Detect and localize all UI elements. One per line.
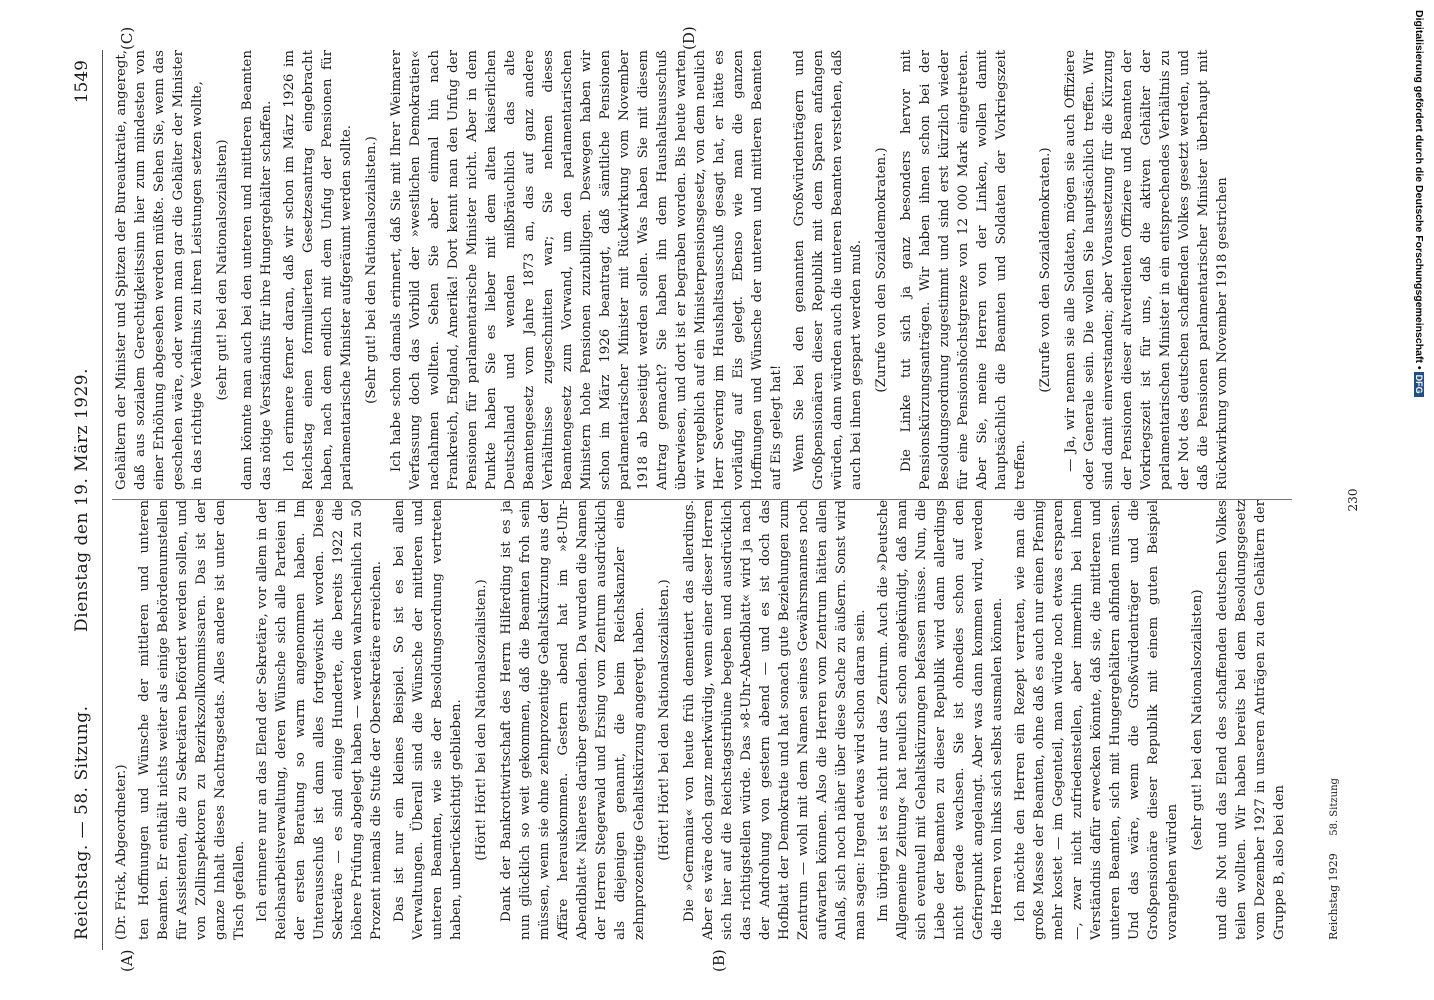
paragraph: (Zurufe von den Sozialdemokraten.) <box>874 147 889 393</box>
header-left: Reichstag. — 58. Sitzung. <box>72 705 92 940</box>
page-footer: 230 <box>1346 488 1360 512</box>
margin-marker-b: (B) <box>710 949 728 972</box>
paragraph: — Ja, wir nennen sie alle Soldaten, mögen sie auch Offiziere oder Generale sein. Die wollen Sie hauptsächlich treffen. Wir sind damit einverstanden; aber Voraussetzung für die Kürzung der Pensionen dieser altverdienten Offiziere und Beamten der Vorkriegszeit ist für uns, daß die aktiven Gehälter der parlamentarischen Minister in ein entsprechendes Verhältnis zu der Not des deutschen schaffenden Volkes gesetzt werden, und daß die Pensionen parlamentarischer Minister überhaupt mit Rückwirkung vom November 1918 gestrichen <box>1063 50 1230 490</box>
paragraph: Dank der Bankrottwirtschaft des Herrn Hilferding ist es ja nun glücklich so weit gekommen, daß die Beamten froh sein müssen, wenn sie ohne zehnprozentige Gehaltskürzung aus der Affäre herauskommen. Gestern abend hat im »8-Uhr-Abendblatt« Näheres darüber gestanden. Da wurden die Namen der Herren Stegerwald und Ersing vom Zentrum ausdrücklich als diejenigen genannt, die beim Reichskanzler eine zehnprozentige Gehaltskürzung angeregt haben. <box>499 500 647 940</box>
rotated-page <box>60 20 1400 980</box>
footer-left <box>1327 778 1340 940</box>
paragraph: Ich möchte den Herren ein Rezept verraten, wie man die große Masse der Beamten, ohne daß es auch nur einen Pfennig mehr kostet — im Gegenteil, man würde noch etwas ersparen —, zwar nicht zufriedenstellen, aber immerhin bei ihnen Verständnis dafür erwecken könnte, daß sie, die mittleren und unteren Beamten, sich mit Hungergehältern abfinden müssen. Und das wäre, wenn die Großwürdenträger und die Großpensionäre dieser Republik mit einem guten Beispiel vorangehen würden <box>1013 500 1180 940</box>
paragraph: Die »Germania« von heute früh dementiert das allerdings. Aber es wäre doch ganz merkwürdig, wenn einer dieser Herren sich hier auf die Reichstagstribüne begeben und ausdrücklich das richtigstellen würde. Das »8-Uhr-Abendblatt« wird ja nach der Androhung von gestern abend — und es ist doch das Hofblatt der Demokratie und hat sonach gute Beziehungen zum Zentrum — wohl mit dem Namen seines Gewährsmannes noch aufwarten können. Also die Herren vom Zentrum hätten allen Anlaß, sich noch näher über diese Sache zu äußern. Sonst wird man sagen: Irgend etwas wird schon daran sein. <box>682 500 868 940</box>
paragraph: (Sehr gut! bei den Nationalsozialisten.) <box>364 136 379 404</box>
paragraph: Ich habe schon damals erinnert, daß Sie mit Ihrer Weimarer Verfassung doch das Vorbild der »westlichen Demokratien« nachahmen wollten. Sehen Sie aber einmal hin nach Frankreich, England, Amerika! Dort kennt man den Unfug der Pensionen für parlamentarische Minister nicht. Aber in dem Punkte haben Sie es lieber mit dem alten kaiserlichen Deutschland und wenden mißbräuchlich das alte Beamtengesetz vom Jahre 1873 an, das auf ganz andere Verhältnisse zugeschnitten war; Sie nehmen dieses Beamtengesetz zum Vorwand, um den parlamentarischen Ministern hohe Pensionen zuzubilligen. Deswegen haben wir schon im März 1926 beantragt, daß sämtliche Pensionen parlamentarischer Minister mit Rückwirkung vom November 1918 ab beseitigt werden sollen. Was haben Sie mit diesem Antrag gemacht? Sie haben ihn dem Haushaltsausschuß überwiesen, und dort ist er begraben worden. Bis heute warten wir vergeblich auf ein Ministerpensionsgesetz, von dem neulich Herr Severing im Haushaltsausschuß gesagt hat, er hätte es vorläufig auf Eis gelegt. Ebenso wie man die ganzen Hoffnungen und Wünsche der unteren und mittleren Beamten auf Eis gelegt hat! <box>389 50 784 490</box>
paragraph: Im übrigen ist es nicht nur das Zentrum. Auch die »Deutsche Allgemeine Zeitung« hat neulich schon angekündigt, daß man sich eventuell mit Gehaltskürzungen befassen müsse. Nun, die Liebe der Beamten zu dieser Republik wird dann allerdings nicht gerade wachsen. Sie ist ohnedies schon auf den Gefrierpunkt angelangt. Aber was dann kommen wird, werden die Herren von links sich selbst ausmalen können. <box>876 500 1005 940</box>
column-divider <box>112 499 1292 500</box>
footer-left-small: 58. Sitzung <box>1329 778 1340 836</box>
paragraph: (sehr gut! bei den Nationalsozialisten) <box>1190 589 1205 851</box>
paragraph: (sehr gut! bei den Nationalsozialisten) <box>215 139 230 401</box>
paragraph: Das ist nur ein kleines Beispiel. So ist es bei allen Verwaltungen. Überall sind die Wünsche der mittleren und unteren Beamten, wie sie der Besoldungsordnung vertreten haben, unberücksichtigt geblieben. <box>392 500 464 940</box>
header-rule <box>102 50 103 950</box>
header-date: Dienstag den 19. März 1929. <box>72 368 92 632</box>
margin-marker-a: (A) <box>118 949 136 972</box>
paragraph: und die Not und das Elend des schaffenden deutschen Volkes teilen wollten. Wir haben bereits bei dem Besoldungsgesetz vom Dezember 1927 in unseren Anträgen zu den Gehältern der Gruppe B, also bei den <box>1215 500 1287 940</box>
paragraph: Ich erinnere nur an das Elend der Sekretäre, vor allem in der Reichsarbeitsverwaltung, deren Wünsche sich alle Parteien in der ersten Beratung so warm angenommen haben. Im Unterausschuß ist dann alles fortgewischt worden. Diese Sekretäre — es sind einige Hunderte, die bereits 1922 die höhere Prüfung abgelegt haben — werden wahrscheinlich zu 50 Prozent niemals die Stufe der Obersekretäre erreichen. <box>255 500 384 940</box>
digitization-note <box>1413 10 1425 397</box>
paragraph: Gehältern der Minister und Spitzen der Bureaukratie, angeregt, daß aus sozialem Gerechtigkeitssinn hier zum mindesten von einer Erhöhung abgesehen werden müßte. Sehen Sie, wenn das geschehen wäre, oder wenn man gar die Gehälter der Minister in das richtige Verhältnis zu ihren Leistungen setzen wollte, <box>114 50 205 490</box>
paragraph: ten Hoffnungen und Wünsche der mittleren und unteren Beamten. Er enthält nichts weiter als einige Behördenumstellen für Assistenten, die zu Sekretären befördert werden sollen, und von Zollinspektoren zu Bezirkszollkommissaren. Das ist der ganze Inhalt dieses Nachtragsetats. Alles andere ist unter den Tisch gefallen. <box>137 500 247 940</box>
dfg-logo: DFG <box>1414 372 1424 397</box>
paragraph: Ich erinnere ferner daran, daß wir schon im März 1926 im Reichstag einen formulierten Gesetzesantrag eingebracht haben, nach dem endlich mit dem Unfug der Pensionen für parlamentarische Minister aufgeräumt werden sollte. <box>282 50 354 490</box>
paragraph: (Zurufe von den Sozialdemokraten.) <box>1038 147 1053 393</box>
paragraph: (Hört! Hört! bei den Nationalsozialisten.) <box>657 579 672 861</box>
margin-marker-c: (C) <box>118 26 136 50</box>
footer-left-text: Reichstag 1929 <box>1327 853 1340 940</box>
left-column <box>112 500 1322 940</box>
paragraph: Wenn Sie bei den genannten Großwürdenträgern und Großpensionären dieser Republik mit dem Sparen anfangen würden, dann würden auch die unteren Beamten verstehen, daß auch bei ihnen gespart werden muß. <box>792 50 864 490</box>
digitization-text: Digitalisierung gefördert durch die Deutsche Forschungsgemeinschaft • <box>1413 10 1425 370</box>
page-header <box>72 60 98 940</box>
paragraph: dann könnte man auch bei den unteren und mittleren Beamten das nötige Verständnis für ihre Hungergehälter schaffen. <box>240 50 274 490</box>
right-column <box>112 50 1322 490</box>
page-number: 1549 <box>72 60 92 104</box>
margin-marker-d: (D) <box>680 26 698 50</box>
paragraph: (Hört! Hört! bei den Nationalsozialisten.) <box>474 579 489 861</box>
paragraph: Die Linke tut sich ja ganz besonders hervor mit Pensionskürzungsanträgen. Wir haben ihnen schon bei der Besoldungsordnung zugestimmt und sind erst kürzlich wieder für eine Pensionshöchstgrenze von 12 000 Mark eingetreten. Aber Sie, meine Herren von der Linken, wollen damit hauptsächlich die Beamten und Soldaten der Vorkriegszeit treffen. <box>899 50 1028 490</box>
paragraph: (Dr. Frick, Abgeordneter.) <box>114 764 129 940</box>
